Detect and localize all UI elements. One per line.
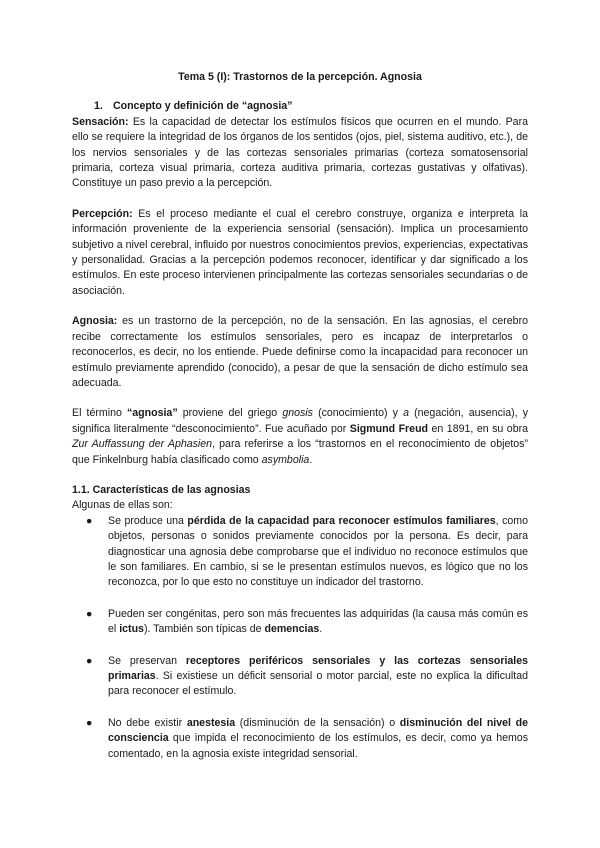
italic-span: a [403, 407, 409, 420]
term-sensacion: Sensación: [72, 115, 129, 128]
text-span: (conocimiento) y [312, 407, 404, 420]
italic-span: asymbolia [261, 453, 310, 466]
bold-span: anestesia [186, 716, 236, 729]
paragraph-sensacion [72, 115, 528, 192]
paragraph-agnosia [72, 314, 528, 391]
bold-span: receptores periféricos sensoriales y las cortezas sensoriales primarias [108, 654, 529, 682]
bold-span: Sigmund Freud [349, 422, 429, 435]
list-item [72, 654, 528, 700]
text-span: El término [72, 407, 127, 420]
text-span: , para referirse a los “trastornos en el reconocimiento de objetos” que Finkelnburg había clasificado como [72, 438, 528, 466]
text-percepcion: Es el proceso mediante el cual el cerebro construye, organiza e interpreta la información proveniente de la experiencia sensorial (sensación). Implica un procesamiento subjetivo a nivel cerebral, influido por nuestros conocimientos previos, experiencias, expectativas y personalidad. Gracias a la percepción podemos reconocer, identificar y dar significado a los estímulos. En este proceso intervienen principalmente las cortezas sensoriales secundarias o de asociación. [72, 207, 528, 297]
text-span: proviene del griego [177, 407, 283, 420]
italic-span: gnosis [282, 407, 313, 420]
text-span: Se preservan [108, 654, 186, 667]
bold-span: “agnosia” [126, 407, 178, 420]
term-agnosia: Agnosia: [72, 315, 118, 328]
document-page [72, 70, 528, 762]
text-span: , como objetos, personas o sonidos previamente conocidos por la persona. Es decir, para diagnosticar una agnosia debe comprobarse que el individuo no reconoce estímulos que le son familiares. En cambio, si se le presentan estímulos nuevos, es lógico que no los reconozca, por lo que esto no constituye un indicador del trastorno. [108, 514, 528, 589]
text-span: No debe existir [108, 716, 187, 729]
text-span: (negación, ausencia), y significa literalmente “desconocimiento”. Fue acuñado por [72, 407, 528, 435]
bullet-icon: ● [86, 607, 93, 620]
bold-span: pérdida de la capacidad para reconocer estímulos familiares [187, 514, 496, 527]
italic-span: Zur Auffassung der Aphasien [72, 438, 213, 451]
characteristics-list [72, 514, 528, 762]
text-span: Se produce una [108, 514, 188, 527]
text-span: en 1891, en su obra [428, 422, 529, 435]
text-span: que impida el reconocimiento de los estímulos, es decir, como ya hemos comentado, en la agnosia existe integridad sensorial. [108, 732, 528, 760]
text-sensacion: Es la capacidad de detectar los estímulos físicos que ocurren en el mundo. Para ello se requiere la integridad de los órganos de los sentidos (ojos, piel, sistema auditivo, etc.), de los nervios sensoriales y de las cortezas sensoriales primarias (corteza somatosensorial primaria, corteza visual primaria, corteza auditiva primaria, cortezas gustativas y olfativas). Constituye un paso previo a la percepción. [72, 115, 528, 190]
term-percepcion: Percepción: [72, 207, 133, 220]
text-span: (disminución de la sensación) o [235, 716, 400, 729]
section-heading-1-1: 1.1. Características de las agnosias [72, 483, 251, 496]
section-heading-1 [94, 99, 528, 114]
text-span: . [309, 453, 313, 466]
list-item [72, 514, 528, 591]
bullet-icon: ● [86, 514, 93, 527]
text-span: Pueden ser congénitas, pero son más frecuentes las adquiridas (la causa más común es el [108, 607, 528, 636]
paragraph-percepcion [72, 207, 528, 299]
bold-span: disminución del nivel de consciencia [108, 716, 529, 745]
text-span: ). También son típicas de [143, 623, 265, 636]
bold-span: ictus [119, 623, 144, 636]
section-title: Concepto y definición de “agnosia” [112, 100, 293, 113]
section-number: 1. [94, 100, 103, 113]
text-span: . Si existiese un déficit sensorial o motor parcial, este no explica la dificultad para reconocer el estímulo. [108, 670, 528, 698]
text-span: . [319, 623, 323, 636]
document-title: Tema 5 (I): Trastornos de la percepción. Agnosia [178, 71, 422, 83]
bullet-icon: ● [86, 654, 93, 667]
bullet-icon: ● [86, 716, 93, 729]
text-agnosia: es un trastorno de la percepción, no de la sensación. En las agnosias, el cerebro recibe correctamente los estímulos sensoriales, pero es incapaz de interpretarlos o reconocerlos, es decir, no los entiende. Puede definirse como la incapacidad para reconocer un estímulo previamente aprendido (conocido), a pesar de que la sensación de dicho estímulo sea adecuada. [72, 315, 528, 389]
bold-span: demencias [264, 623, 320, 636]
list-item [72, 607, 528, 638]
list-item [72, 716, 528, 762]
list-intro: Algunas de ellas son: [72, 499, 173, 512]
paragraph-origen [72, 406, 528, 468]
